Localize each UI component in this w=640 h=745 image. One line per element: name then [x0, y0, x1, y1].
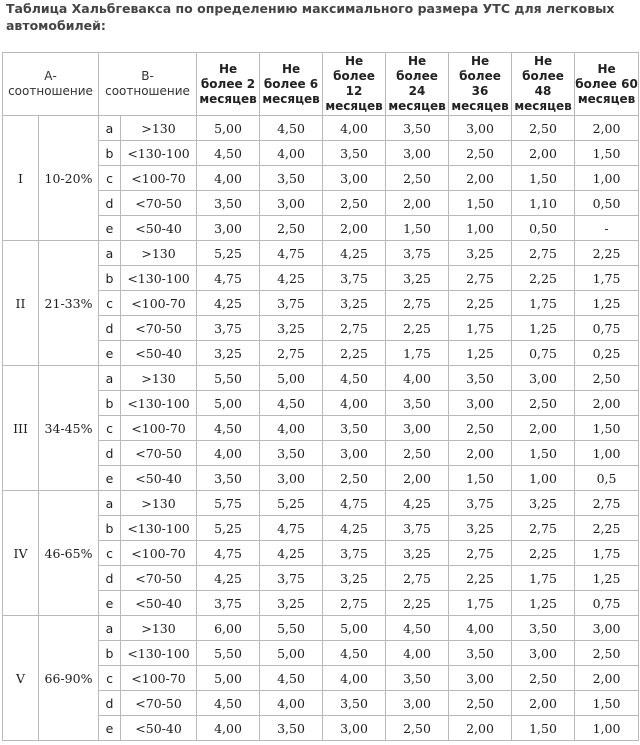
value-cell: 3,50	[323, 416, 386, 441]
value-cell: 2,00	[449, 716, 512, 741]
value-cell: 2,25	[449, 291, 512, 316]
table-body	[3, 116, 639, 741]
value-cell: 4,75	[197, 266, 260, 291]
value-cell: 1,50	[512, 166, 575, 191]
value-cell: 1,50	[449, 191, 512, 216]
value-cell: 3,00	[323, 166, 386, 191]
value-cell: 3,75	[323, 541, 386, 566]
row-letter: d	[99, 191, 121, 216]
table-row	[3, 491, 639, 516]
value-cell: 2,50	[323, 466, 386, 491]
table-row	[3, 341, 639, 366]
b-ratio-range: >130	[121, 241, 197, 266]
value-cell: 3,50	[323, 691, 386, 716]
value-cell: 2,75	[449, 266, 512, 291]
value-cell: 2,00	[512, 416, 575, 441]
value-cell: 4,50	[197, 141, 260, 166]
value-cell: 4,00	[197, 716, 260, 741]
b-ratio-range: <130-100	[121, 141, 197, 166]
value-cell: 2,50	[260, 216, 323, 241]
value-cell: 2,75	[323, 316, 386, 341]
value-cell: 3,50	[260, 166, 323, 191]
value-cell: 3,25	[386, 541, 449, 566]
value-cell: 1,00	[449, 216, 512, 241]
value-cell: 3,50	[323, 141, 386, 166]
value-cell: 4,00	[449, 616, 512, 641]
value-cell: 1,75	[575, 541, 639, 566]
row-letter: a	[99, 616, 121, 641]
value-cell: 3,25	[386, 266, 449, 291]
group-roman: IV	[3, 491, 39, 616]
row-letter: d	[99, 441, 121, 466]
value-cell: 1,25	[449, 341, 512, 366]
value-cell: 4,00	[197, 441, 260, 466]
b-ratio-range: <100-70	[121, 416, 197, 441]
value-cell: 4,25	[386, 491, 449, 516]
value-cell: 3,00	[512, 366, 575, 391]
b-ratio-range: <100-70	[121, 541, 197, 566]
value-cell: 1,00	[575, 166, 639, 191]
value-cell: 3,50	[386, 666, 449, 691]
b-ratio-range: <50-40	[121, 216, 197, 241]
value-cell: 0,75	[575, 591, 639, 616]
value-cell: 4,00	[197, 166, 260, 191]
header-months-48: Не более 48 месяцев	[512, 53, 575, 116]
table-row	[3, 141, 639, 166]
value-cell: 2,25	[386, 591, 449, 616]
value-cell: 0,75	[575, 316, 639, 341]
value-cell: 2,25	[575, 516, 639, 541]
value-cell: 3,75	[386, 241, 449, 266]
value-cell: 3,25	[197, 341, 260, 366]
b-ratio-range: >130	[121, 366, 197, 391]
value-cell: 2,50	[512, 391, 575, 416]
header-months-24: Не более 24 месяцев	[386, 53, 449, 116]
value-cell: 3,75	[260, 291, 323, 316]
table-row	[3, 366, 639, 391]
value-cell: 3,50	[197, 466, 260, 491]
b-ratio-range: <130-100	[121, 391, 197, 416]
b-ratio-range: <50-40	[121, 591, 197, 616]
row-letter: e	[99, 466, 121, 491]
value-cell: 1,00	[575, 441, 639, 466]
value-cell: 4,25	[323, 516, 386, 541]
value-cell: 1,10	[512, 191, 575, 216]
row-letter: e	[99, 591, 121, 616]
value-cell: 2,00	[512, 141, 575, 166]
table-row	[3, 516, 639, 541]
row-letter: a	[99, 241, 121, 266]
value-cell: 5,00	[260, 641, 323, 666]
header-months-36: Не более 36 месяцев	[449, 53, 512, 116]
value-cell: 3,00	[260, 191, 323, 216]
table-row	[3, 441, 639, 466]
value-cell: 3,00	[386, 416, 449, 441]
value-cell: 2,50	[386, 441, 449, 466]
value-cell: 2,00	[386, 466, 449, 491]
value-cell: 2,75	[512, 516, 575, 541]
value-cell: 3,00	[449, 391, 512, 416]
value-cell: 2,25	[512, 541, 575, 566]
header-months-2: Не более 2 месяцев	[197, 53, 260, 116]
value-cell: 0,25	[575, 341, 639, 366]
value-cell: 4,50	[386, 616, 449, 641]
value-cell: 1,75	[575, 266, 639, 291]
row-letter: b	[99, 641, 121, 666]
value-cell: 1,25	[575, 291, 639, 316]
value-cell: 5,00	[323, 616, 386, 641]
value-cell: 1,50	[386, 216, 449, 241]
value-cell: 0,50	[575, 191, 639, 216]
value-cell: 1,00	[512, 466, 575, 491]
value-cell: 2,50	[449, 141, 512, 166]
value-cell: 4,50	[260, 391, 323, 416]
value-cell: 4,00	[323, 666, 386, 691]
value-cell: 1,75	[512, 566, 575, 591]
group-roman: II	[3, 241, 39, 366]
value-cell: 4,75	[260, 516, 323, 541]
b-ratio-range: <130-100	[121, 641, 197, 666]
value-cell: 3,00	[386, 691, 449, 716]
value-cell: 2,75	[512, 241, 575, 266]
value-cell: 3,00	[449, 116, 512, 141]
value-cell: 0,5	[575, 466, 639, 491]
row-letter: e	[99, 216, 121, 241]
b-ratio-range: <70-50	[121, 316, 197, 341]
table-row	[3, 216, 639, 241]
value-cell: 5,25	[260, 491, 323, 516]
value-cell: 6,00	[197, 616, 260, 641]
b-ratio-range: <100-70	[121, 291, 197, 316]
b-ratio-range: >130	[121, 491, 197, 516]
value-cell: 2,50	[386, 166, 449, 191]
table-row	[3, 391, 639, 416]
value-cell: 0,75	[512, 341, 575, 366]
value-cell: 3,25	[323, 291, 386, 316]
row-letter: c	[99, 166, 121, 191]
b-ratio-range: <130-100	[121, 266, 197, 291]
value-cell: 3,75	[449, 491, 512, 516]
header-months-12: Не более 12 месяцев	[323, 53, 386, 116]
value-cell: 4,50	[260, 116, 323, 141]
value-cell: 2,50	[449, 416, 512, 441]
group-a-range: 34-45%	[39, 366, 99, 491]
table-row	[3, 591, 639, 616]
value-cell: 2,50	[323, 191, 386, 216]
b-ratio-range: <50-40	[121, 341, 197, 366]
group-a-range: 21-33%	[39, 241, 99, 366]
value-cell: 3,00	[260, 466, 323, 491]
table-row	[3, 666, 639, 691]
b-ratio-range: <50-40	[121, 466, 197, 491]
b-ratio-range: <70-50	[121, 566, 197, 591]
value-cell: 3,75	[197, 316, 260, 341]
row-letter: b	[99, 391, 121, 416]
row-letter: e	[99, 341, 121, 366]
value-cell: 1,50	[575, 691, 639, 716]
value-cell: 3,25	[323, 566, 386, 591]
value-cell: 1,00	[575, 716, 639, 741]
header-months-60: Не более 60 месяцев	[575, 53, 639, 116]
value-cell: 4,50	[197, 416, 260, 441]
value-cell: 1,25	[512, 316, 575, 341]
value-cell: 3,75	[386, 516, 449, 541]
table-row	[3, 466, 639, 491]
value-cell: 2,00	[575, 391, 639, 416]
value-cell: 2,50	[575, 641, 639, 666]
value-cell: 2,00	[449, 166, 512, 191]
group-a-range: 46-65%	[39, 491, 99, 616]
value-cell: 1,50	[575, 141, 639, 166]
value-cell: 1,25	[575, 566, 639, 591]
value-cell: 3,00	[575, 616, 639, 641]
value-cell: 2,75	[575, 491, 639, 516]
row-letter: d	[99, 566, 121, 591]
value-cell: 4,25	[197, 291, 260, 316]
value-cell: 4,00	[260, 691, 323, 716]
value-cell: 4,00	[323, 391, 386, 416]
value-cell: 3,25	[512, 491, 575, 516]
value-cell: -	[575, 216, 639, 241]
value-cell: 3,50	[449, 641, 512, 666]
value-cell: 2,50	[449, 691, 512, 716]
value-cell: 3,75	[197, 591, 260, 616]
value-cell: 2,75	[260, 341, 323, 366]
b-ratio-range: >130	[121, 616, 197, 641]
value-cell: 4,00	[386, 366, 449, 391]
table-row	[3, 616, 639, 641]
value-cell: 4,75	[323, 491, 386, 516]
value-cell: 5,00	[197, 116, 260, 141]
value-cell: 3,00	[449, 666, 512, 691]
header-a-ratio: А-соотношение	[3, 53, 99, 116]
table-row	[3, 266, 639, 291]
value-cell: 4,75	[197, 541, 260, 566]
value-cell: 1,75	[449, 316, 512, 341]
b-ratio-range: <50-40	[121, 716, 197, 741]
table-row	[3, 641, 639, 666]
value-cell: 1,50	[449, 466, 512, 491]
value-cell: 2,00	[323, 216, 386, 241]
value-cell: 2,00	[449, 441, 512, 466]
value-cell: 3,50	[386, 391, 449, 416]
value-cell: 4,00	[260, 141, 323, 166]
value-cell: 1,75	[386, 341, 449, 366]
row-letter: e	[99, 716, 121, 741]
value-cell: 5,00	[197, 666, 260, 691]
value-cell: 3,00	[323, 441, 386, 466]
value-cell: 2,25	[323, 341, 386, 366]
row-letter: b	[99, 266, 121, 291]
value-cell: 3,25	[449, 516, 512, 541]
value-cell: 4,50	[323, 366, 386, 391]
row-letter: b	[99, 516, 121, 541]
table-row	[3, 716, 639, 741]
b-ratio-range: <70-50	[121, 191, 197, 216]
value-cell: 4,00	[386, 641, 449, 666]
value-cell: 1,50	[575, 416, 639, 441]
header-b-ratio: В-соотношение	[99, 53, 197, 116]
value-cell: 4,25	[260, 541, 323, 566]
value-cell: 3,50	[197, 191, 260, 216]
value-cell: 1,25	[512, 591, 575, 616]
table-row	[3, 566, 639, 591]
row-letter: c	[99, 291, 121, 316]
value-cell: 2,50	[512, 666, 575, 691]
value-cell: 4,25	[260, 266, 323, 291]
table-row	[3, 691, 639, 716]
value-cell: 2,00	[575, 666, 639, 691]
value-cell: 4,25	[323, 241, 386, 266]
value-cell: 5,50	[197, 366, 260, 391]
halbgewachs-table	[2, 52, 639, 741]
table-row	[3, 416, 639, 441]
value-cell: 5,00	[197, 391, 260, 416]
b-ratio-range: <100-70	[121, 666, 197, 691]
value-cell: 5,75	[197, 491, 260, 516]
table-title: Таблица Хальбгевакса по определению максимального размера УТС для легковых автомобилей:	[6, 1, 615, 33]
row-letter: d	[99, 691, 121, 716]
value-cell: 3,50	[512, 616, 575, 641]
value-cell: 3,25	[260, 591, 323, 616]
table-row	[3, 291, 639, 316]
table-row	[3, 541, 639, 566]
value-cell: 1,75	[449, 591, 512, 616]
value-cell: 3,00	[512, 641, 575, 666]
b-ratio-range: <130-100	[121, 516, 197, 541]
header-row	[3, 53, 639, 116]
row-letter: a	[99, 491, 121, 516]
value-cell: 5,50	[260, 616, 323, 641]
value-cell: 4,50	[323, 641, 386, 666]
b-ratio-range: <70-50	[121, 441, 197, 466]
group-roman: III	[3, 366, 39, 491]
value-cell: 2,75	[386, 291, 449, 316]
row-letter: c	[99, 666, 121, 691]
value-cell: 5,00	[260, 366, 323, 391]
value-cell: 4,25	[197, 566, 260, 591]
value-cell: 2,25	[449, 566, 512, 591]
value-cell: 4,50	[260, 666, 323, 691]
value-cell: 3,00	[386, 141, 449, 166]
value-cell: 3,25	[260, 316, 323, 341]
value-cell: 0,50	[512, 216, 575, 241]
value-cell: 2,50	[512, 116, 575, 141]
row-letter: b	[99, 141, 121, 166]
value-cell: 3,50	[449, 366, 512, 391]
group-roman: I	[3, 116, 39, 241]
value-cell: 2,25	[575, 241, 639, 266]
row-letter: c	[99, 541, 121, 566]
group-a-range: 66-90%	[39, 616, 99, 741]
value-cell: 2,75	[323, 591, 386, 616]
value-cell: 2,00	[575, 116, 639, 141]
value-cell: 3,25	[449, 241, 512, 266]
value-cell: 2,50	[386, 716, 449, 741]
value-cell: 3,75	[260, 566, 323, 591]
row-letter: c	[99, 416, 121, 441]
table-row	[3, 241, 639, 266]
value-cell: 2,75	[449, 541, 512, 566]
row-letter: d	[99, 316, 121, 341]
value-cell: 5,25	[197, 516, 260, 541]
value-cell: 3,50	[260, 716, 323, 741]
value-cell: 3,00	[323, 716, 386, 741]
value-cell: 2,50	[575, 366, 639, 391]
value-cell: 3,50	[386, 116, 449, 141]
value-cell: 3,00	[197, 216, 260, 241]
table-row	[3, 191, 639, 216]
value-cell: 2,25	[386, 316, 449, 341]
value-cell: 2,00	[512, 691, 575, 716]
value-cell: 3,75	[323, 266, 386, 291]
table-row	[3, 116, 639, 141]
b-ratio-range: <100-70	[121, 166, 197, 191]
row-letter: a	[99, 116, 121, 141]
value-cell: 4,75	[260, 241, 323, 266]
value-cell: 3,50	[260, 441, 323, 466]
table-row	[3, 166, 639, 191]
header-months-6: Не более 6 месяцев	[260, 53, 323, 116]
value-cell: 1,75	[512, 291, 575, 316]
value-cell: 1,50	[512, 441, 575, 466]
value-cell: 2,75	[386, 566, 449, 591]
b-ratio-range: <70-50	[121, 691, 197, 716]
value-cell: 5,50	[197, 641, 260, 666]
value-cell: 4,00	[323, 116, 386, 141]
value-cell: 1,50	[512, 716, 575, 741]
value-cell: 2,00	[386, 191, 449, 216]
table-row	[3, 316, 639, 341]
row-letter: a	[99, 366, 121, 391]
group-a-range: 10-20%	[39, 116, 99, 241]
group-roman: V	[3, 616, 39, 741]
value-cell: 5,25	[197, 241, 260, 266]
b-ratio-range: >130	[121, 116, 197, 141]
value-cell: 2,25	[512, 266, 575, 291]
value-cell: 4,00	[260, 416, 323, 441]
value-cell: 4,50	[197, 691, 260, 716]
